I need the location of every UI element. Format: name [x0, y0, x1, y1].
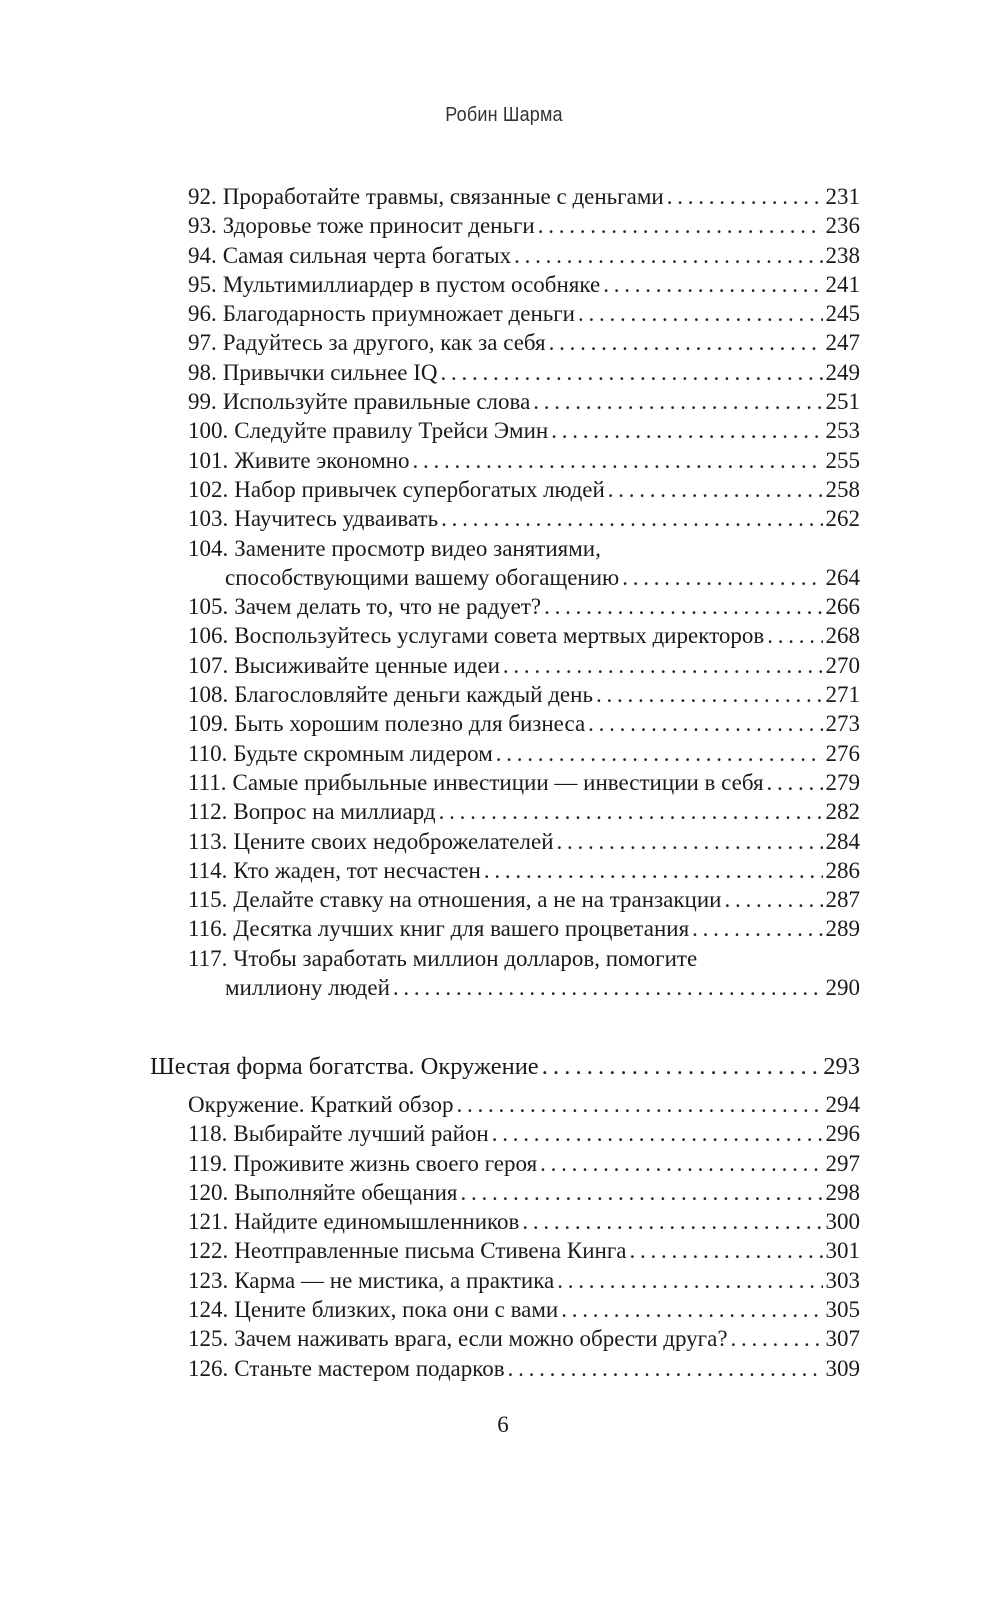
dot-leader — [596, 680, 823, 709]
entry-page: 245 — [825, 301, 860, 327]
dot-leader — [557, 827, 823, 856]
entry-number: 103. — [188, 506, 229, 532]
entry-page: 264 — [825, 564, 860, 590]
toc-list-part1 — [188, 182, 860, 1002]
entry-number: 98. — [188, 359, 217, 385]
entry-title: Воспользуйтесь услугами совета мертвых директоров — [234, 623, 765, 649]
entry-page: 279 — [825, 769, 860, 795]
toc-entry[interactable] — [188, 768, 860, 797]
entry-page: 255 — [825, 447, 860, 473]
entry-title: Зачем делать то, что не радует? — [234, 594, 542, 620]
entry-title: Здоровье тоже приносит деньги — [222, 213, 535, 239]
dot-leader — [533, 387, 822, 416]
entry-page: 231 — [825, 184, 860, 209]
entry-page: 303 — [825, 1267, 860, 1293]
toc-entry[interactable] — [188, 1266, 860, 1295]
toc-section-heading[interactable] — [150, 1051, 860, 1083]
toc-entry[interactable] — [188, 299, 860, 328]
toc-entry[interactable] — [188, 1119, 860, 1148]
toc-entry[interactable] — [188, 387, 860, 416]
section-title: Шестая форма богатства. Окружение — [150, 1053, 539, 1080]
entry-title: Самые прибыльные инвестиции — инвестиции в себя — [232, 769, 764, 795]
entry-number: 105. — [188, 594, 229, 620]
dot-leader — [557, 1266, 822, 1295]
entry-page: 297 — [825, 1150, 860, 1176]
dot-leader — [439, 797, 823, 826]
entry-page: 287 — [825, 887, 860, 913]
entry-title: Делайте ставку на отношения, а не на транзакции — [233, 887, 722, 913]
entry-page: 286 — [825, 857, 860, 883]
entry-number: 116. — [188, 916, 228, 942]
entry-title: Чтобы заработать миллион долларов, помогите — [233, 945, 698, 971]
entry-title: Мультимиллиардер в пустом особняке — [222, 271, 601, 297]
dot-leader — [542, 1051, 821, 1083]
toc-entry[interactable] — [188, 592, 860, 621]
entry-title: Окружение. Краткий обзор — [188, 1092, 454, 1117]
entry-title: Следуйте правилу Трейси Эмин — [234, 418, 549, 444]
toc-entry-continuation[interactable] — [188, 973, 860, 1002]
entry-number: 99. — [188, 389, 217, 415]
entry-number: 96. — [188, 301, 217, 327]
toc-entry[interactable] — [188, 446, 860, 475]
entry-page: 249 — [825, 359, 860, 385]
entry-number: 117. — [188, 945, 228, 971]
dot-leader — [508, 1354, 823, 1383]
dot-leader — [522, 1207, 822, 1236]
entry-title: Зачем наживать врага, если можно обрести друга? — [234, 1326, 728, 1352]
toc-entry[interactable] — [188, 1178, 860, 1207]
entry-page: 276 — [825, 740, 860, 766]
entry-number: 92. — [188, 184, 217, 209]
entry-page: 309 — [825, 1355, 860, 1381]
entry-number: 124. — [188, 1297, 229, 1323]
entry-number: 108. — [188, 682, 229, 708]
dot-leader — [603, 270, 822, 299]
entry-title: Набор привычек супербогатых людей — [234, 476, 605, 502]
entry-number: 115. — [188, 887, 228, 913]
entry-number: 100. — [188, 418, 229, 444]
entry-page: 301 — [825, 1238, 860, 1264]
toc-entry[interactable] — [188, 680, 860, 709]
toc-entry[interactable] — [188, 1149, 860, 1178]
entry-title: Проживите жизнь своего героя — [233, 1150, 538, 1176]
entry-number: 114. — [188, 857, 228, 883]
entry-number: 111. — [188, 769, 227, 795]
toc-entry[interactable] — [188, 182, 860, 211]
entry-number: 101. — [188, 447, 229, 473]
toc-entry[interactable] — [188, 534, 860, 563]
toc-entry[interactable] — [188, 739, 860, 768]
toc-entry[interactable] — [188, 358, 860, 387]
entry-title: Быть хорошим полезно для бизнеса — [234, 711, 586, 737]
entry-number: 125. — [188, 1326, 229, 1352]
toc-entry[interactable] — [188, 1354, 860, 1383]
toc-entry[interactable] — [188, 241, 860, 270]
entry-title: Будьте скромным лидером — [233, 740, 493, 766]
dot-leader — [667, 182, 823, 211]
dot-leader — [460, 1178, 822, 1207]
dot-leader — [692, 914, 822, 943]
entry-title: Привычки сильнее IQ — [222, 359, 438, 385]
entry-number: 110. — [188, 740, 228, 766]
toc-entry-continuation[interactable] — [188, 563, 860, 592]
entry-number: 113. — [188, 828, 228, 854]
dot-leader — [441, 504, 822, 533]
entry-number: 95. — [188, 271, 217, 297]
dot-leader — [731, 1324, 823, 1353]
entry-title: Радуйтесь за другого, как за себя — [222, 330, 546, 356]
toc-entry[interactable] — [188, 475, 860, 504]
entry-page: 271 — [825, 682, 860, 708]
entry-title-continued: миллиону людей — [225, 975, 390, 1001]
entry-title: Кто жаден, тот несчастен — [233, 857, 481, 883]
entry-title: Цените близких, пока они с вами — [234, 1297, 559, 1323]
toc-entry[interactable] — [188, 944, 860, 973]
dot-leader — [561, 1295, 822, 1324]
dot-leader — [544, 592, 822, 621]
toc-entry[interactable] — [188, 1090, 860, 1119]
entry-number: 123. — [188, 1267, 229, 1293]
dot-leader — [540, 1149, 822, 1178]
entry-page: 253 — [825, 418, 860, 444]
entry-page: 251 — [825, 389, 860, 415]
entry-page: 241 — [825, 271, 860, 297]
entry-page: 266 — [825, 594, 860, 620]
toc-entry[interactable] — [188, 328, 860, 357]
entry-number: 102. — [188, 476, 229, 502]
toc-entry[interactable] — [188, 827, 860, 856]
entry-number: 122. — [188, 1238, 229, 1264]
entry-number: 107. — [188, 652, 229, 678]
entry-number: 120. — [188, 1179, 229, 1205]
dot-leader — [503, 651, 823, 680]
entry-number: 112. — [188, 799, 228, 825]
section-page: 293 — [823, 1053, 860, 1080]
entry-page: 294 — [825, 1092, 860, 1117]
toc-entry[interactable] — [188, 211, 860, 240]
entry-title: Неотправленные письма Стивена Кинга — [234, 1238, 627, 1264]
toc-entry[interactable] — [188, 709, 860, 738]
entry-title: Проработайте травмы, связанные с деньгами — [222, 184, 664, 209]
dot-leader — [538, 211, 823, 240]
dot-leader — [492, 1119, 823, 1148]
entry-title: Цените своих недоброжелателей — [233, 828, 554, 854]
entry-page: 284 — [825, 828, 860, 854]
entry-number: 118. — [188, 1121, 228, 1147]
toc-entry[interactable] — [188, 504, 860, 533]
entry-page: 289 — [825, 916, 860, 942]
entry-page: 236 — [825, 213, 860, 239]
toc-entry[interactable] — [188, 797, 860, 826]
entry-number: 106. — [188, 623, 229, 649]
entry-title: Замените просмотр видео занятиями, — [234, 535, 601, 561]
dot-leader — [551, 416, 822, 445]
toc-entry[interactable] — [188, 621, 860, 650]
dot-leader — [441, 358, 823, 387]
entry-title: Благословляйте деньги каждый день — [234, 682, 593, 708]
entry-title: Благодарность приумножает деньги — [222, 301, 575, 327]
entry-title: Десятка лучших книг для вашего процветания — [233, 916, 690, 942]
dot-leader — [629, 1236, 822, 1265]
entry-page: 300 — [825, 1209, 860, 1235]
toc-entry[interactable] — [188, 885, 860, 914]
entry-title: Найдите единомышленников — [234, 1209, 520, 1235]
entry-title-continued: способствующими вашему обогащению — [225, 564, 620, 590]
toc-entry[interactable] — [188, 270, 860, 299]
entry-page: 305 — [825, 1297, 860, 1323]
entry-page: 262 — [825, 506, 860, 532]
toc-entry[interactable] — [188, 1324, 860, 1353]
entry-number: 121. — [188, 1209, 229, 1235]
toc-entry[interactable] — [188, 651, 860, 680]
dot-leader — [484, 856, 823, 885]
dot-leader — [588, 709, 822, 738]
entry-page: 270 — [825, 652, 860, 678]
entry-page: 247 — [825, 330, 860, 356]
dot-leader — [724, 885, 822, 914]
entry-title: Станьте мастером подарков — [234, 1355, 505, 1381]
dot-leader — [767, 621, 822, 650]
entry-title: Выбирайте лучший район — [233, 1121, 489, 1147]
dot-leader — [767, 768, 823, 797]
toc-entry[interactable] — [188, 1295, 860, 1324]
entry-page: 268 — [825, 623, 860, 649]
entry-number: 126. — [188, 1355, 229, 1381]
entry-page: 238 — [825, 242, 860, 268]
dot-leader — [622, 563, 822, 592]
dot-leader — [578, 299, 823, 328]
entry-title: Вопрос на миллиард — [233, 799, 436, 825]
entry-page: 296 — [825, 1121, 860, 1147]
toc-entry[interactable] — [188, 416, 860, 445]
entry-title: Самая сильная черта богатых — [222, 242, 512, 268]
toc-list-part2 — [188, 1090, 860, 1383]
dot-leader — [608, 475, 823, 504]
entry-number: 97. — [188, 330, 217, 356]
entry-page: 282 — [825, 799, 860, 825]
entry-page: 290 — [825, 975, 860, 1001]
dot-leader — [496, 739, 823, 768]
entry-title: Выполняйте обещания — [234, 1179, 458, 1205]
entry-number: 94. — [188, 242, 217, 268]
toc-entry[interactable] — [188, 1236, 860, 1265]
entry-page: 258 — [825, 476, 860, 502]
entry-number: 119. — [188, 1150, 228, 1176]
running-head-author: Робин Шарма — [445, 104, 563, 126]
toc-entry[interactable] — [188, 1207, 860, 1236]
dot-leader — [549, 328, 823, 357]
toc-entry[interactable] — [188, 914, 860, 943]
entry-title: Карма — не мистика, а практика — [234, 1267, 555, 1293]
entry-page: 298 — [825, 1179, 860, 1205]
entry-number: 104. — [188, 535, 229, 561]
entry-title: Используйте правильные слова — [222, 389, 531, 415]
entry-title: Научитесь удваивать — [234, 506, 439, 532]
entry-page: 307 — [825, 1326, 860, 1352]
page-number: 6 — [497, 1412, 509, 1437]
entry-page: 273 — [825, 711, 860, 737]
entry-title: Живите экономно — [234, 447, 410, 473]
entry-number: 93. — [188, 213, 217, 239]
dot-leader — [412, 446, 822, 475]
entry-number: 109. — [188, 711, 229, 737]
dot-leader — [457, 1090, 823, 1119]
toc-entry[interactable] — [188, 856, 860, 885]
entry-title: Высиживайте ценные идеи — [234, 652, 500, 678]
dot-leader — [393, 973, 823, 1002]
dot-leader — [514, 241, 822, 270]
